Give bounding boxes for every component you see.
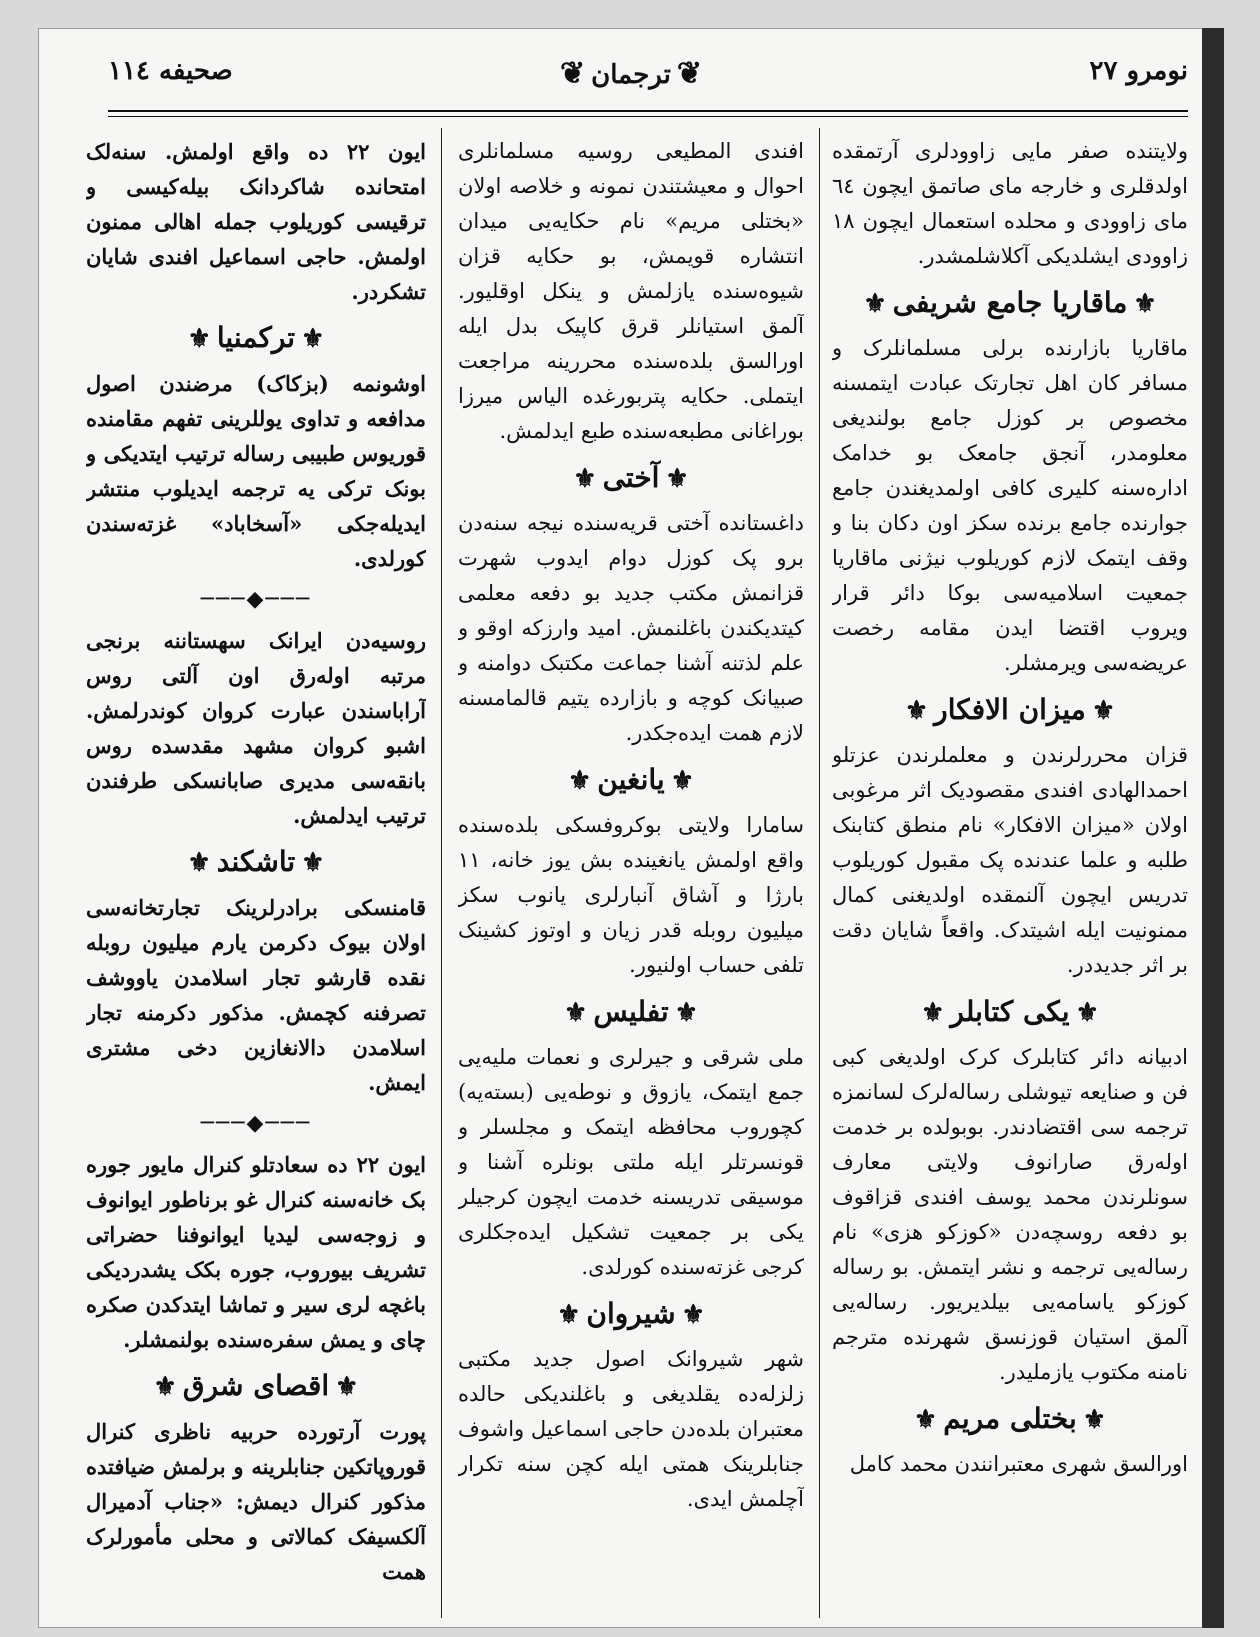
article-continuation: ایون ٢٢ ده واقع اولمش. سنەلک امتحانده شاکردانک بیلەکیسی و ترقیسی کوریلوب جمله اهالی ممنون اولمش. حاجی اسماعیل افندی شایان تشکردر. (86, 139, 426, 304)
page-number: صحیفه ١١٤ (108, 56, 233, 86)
ornament-icon: ⚜ (335, 1372, 359, 1402)
newspaper-title: ترجمان (591, 60, 671, 90)
article-text: ماقاریا بازارنده برلی مسلمانلرک و مسافر کان اهل تجارتک عبادت ایتمسنه مخصوص بر کوزل جامع بولندیغی معلومدر، آنجق جامعک بو خدامک ادارەسنه کلیری کافی اولمدیغندن جامع جوارنده جامع برنده سکز اون دکان بنا و وقف ایتمک لازم کوریلوب نیژنی ماقاریا جمعیت اسلامیەسی بوکا دائر قرار ویروب اقتضا ایدن مقامه رخصت عریضەسی ویرمشلر. (832, 336, 1188, 675)
ornament-icon: ⚜ (921, 998, 945, 1028)
section-title: شیروان (586, 1297, 676, 1330)
ornament-icon: ⚜ (670, 766, 694, 796)
section-title: اقصای شرق (182, 1369, 330, 1402)
ornament-icon: ⚜ (1082, 1405, 1107, 1435)
section-heading (832, 993, 1188, 1032)
ornament-icon: ⚜ (301, 324, 325, 354)
column-left (86, 134, 426, 1614)
ornament-icon: ⚜ (564, 998, 588, 1028)
article-text: اورالسق شهری معتبرانندن محمد کامل (849, 1452, 1188, 1476)
section-heading (86, 1367, 426, 1406)
ornament-icon: ⚜ (153, 1372, 177, 1402)
section-heading (458, 993, 804, 1032)
article-text: قزان محررلرندن و معلملرندن عزتلو احمدالهادی افندی مقصودیک اثر مرغوبی اولان «میزان الافکار» نام منطق کتابنک طلبه و علما عندنده پک مقبول کوریلوب تدریس ایچون آلنمقده اولدیغنی کمال ممنونیت ایله اشیتدک. واقعاً شایان دقت بر اثر جدیددر. (832, 743, 1188, 977)
section-heading (86, 843, 426, 882)
ornament-icon: ⚜ (1091, 696, 1116, 726)
section-heading (832, 284, 1188, 323)
section-title: تاشکند (216, 845, 296, 878)
section-title: آختی (602, 461, 660, 494)
page-edge-shadow (1202, 28, 1224, 1628)
article-text: قامنسکی برادرلرینک تجارتخانەسی اولان بیوک دکرمن یارم میلیون روبله نقده قارشو تجار اسلامدن یاووشف تصرفنه کچمش. مذکور دکرمنه تجار اسلامدن دالانغازین دخی مشتری ایمش. (86, 895, 426, 1095)
section-heading (832, 1400, 1188, 1439)
separator-ornament-icon: ───◆─── (200, 587, 312, 612)
section-heading (832, 691, 1188, 730)
header-rule-thin (108, 116, 1188, 117)
ornament-icon: ⚜ (913, 1405, 938, 1435)
section-title: میزان الافکار (934, 693, 1086, 726)
ornament-icon: ⚜ (567, 766, 592, 796)
section-title: ماقاریا جامع شریفی (892, 286, 1128, 319)
section-title: ترکمنیا (216, 321, 296, 354)
section-title: تفلیس (593, 995, 669, 1028)
ornament-icon: ⚜ (557, 1300, 581, 1330)
article-continuation: افندی المطیعی روسیه مسلمانلری احوال و معیشتندن نمونه و خلاصه اولان «بختلی مریم» نام حکایەیی میدان انتشاره قویمش، بو حکایه قزان شیوەسنده یازلمش و ینکل اوقلیور. آلمق استیانلر قرق کاپیک بدل ایله اورالسق بلدەسنده محررینه مراجعت ایتملی. حکایه پتربورغده الیاس میرزا بوراغانی مطبعەسنده طبع ایدلمش. (458, 139, 804, 443)
article-continuation: ولایتنده صفر مایی زاوودلری آرتمقده اولدقلری و خارجه مای صاتمق ایچون ٦٤ مای زاوودی و محلده استعمال ایچون ١٨ زاوودی ایشلدیکی آکلاشلمشدر. (832, 139, 1188, 268)
column-right (832, 134, 1188, 1614)
newspaper-page (38, 28, 1224, 1628)
ornament-icon: ⚜ (863, 289, 887, 319)
separator-ornament-icon: ───◆─── (200, 1111, 312, 1136)
section-heading (86, 319, 426, 358)
section-heading (458, 1295, 804, 1334)
ornament-icon: ⚜ (904, 696, 929, 726)
article-text: شهر شیروانک اصول جدید مکتبی زلزلەده یقلدیغی و باغلندیکی حالده معتبران بلدەدن حاجی اسماعیل واشوف جنابلرینک همتی ایله کچن سنه تکرار آچلمش ایدی. (458, 1347, 804, 1511)
article-text: روسیەدن ایرانک سهستاننه برنجی مرتبه اولەرق اون آلتی روس آراباسندن عبارت کروان کوندرلمش. اشبو کروان مشهد مقدسده روس بانقەسی مدیری صابانسکی طرفندن ترتیب ایدلمش. (86, 628, 426, 828)
ornament-icon: ⚜ (187, 324, 211, 354)
ornament-icon: ⚜ (681, 1300, 705, 1330)
ornament-icon: ⚜ (1075, 998, 1099, 1028)
article-text: سامارا ولایتی بوکروفسکی بلدەسنده واقع اولمش یانغینده بش یوز خانه، ١١ بارژا و آشاق آنبارلری یانوب سکز میلیون روبله قدر زیان و اوتوز کشینک تلفی حساب اولنیور. (458, 813, 804, 977)
article-text: ادبیانه دائر کتابلرک کرک اولدیغی کبی فن و صنایعه تیوشلی رسالەلرک لسانمزه ترجمه سی اقتضادندر. بوبولده بر خدمت اولەرق صارانوف ولایتی معارف سونلرندن محمد یوسف افندی قزاقوف بو دفعه روسچەدن «کوزکو هزی» نام رسالەیی ترجمه و نشر ایتمش. بو رساله کوزکو یاسامەیی بیلدیریور. رسالەیی آلمق استیان قوزنسق شهرنده مترجم نامنه مکتوب یازملیدر. (832, 1045, 1188, 1384)
section-title: یکی کتابلر (950, 995, 1070, 1028)
ornament-icon: ⚜ (674, 998, 698, 1028)
issue-number: نومرو ٢٧ (1089, 56, 1188, 86)
ornament-icon: ❦ (676, 56, 702, 91)
section-title: یانغین (597, 763, 665, 796)
header-rule (108, 110, 1188, 112)
ornament-icon: ⚜ (187, 848, 211, 878)
article-text: پورت آرتورده حربیه ناظری کنرال قوروپاتکین جنابلرینه و برلمش ضیافتده مذکور کنرال دیمش: «جناب آدمیرال آلکسیفک کمالاتی و محلی مأمورلرک همت (86, 1419, 426, 1584)
article-text: ملی شرقی و جیرلری و نعمات ملیەیی جمع ایتمک، یازوق و نوطەیی (بستەیه) کچوروب محافظه ایتمک و مجلسلر و قونسرتلر ایله ملتی بونلره آشنا و موسیقی تدریسنه خدمت ایچون کرجیلر یکی بر جمعیت تشکیل ایدەجکلری کرجی غزتەسنده کورلدی. (458, 1045, 804, 1279)
article-text: ایون ٢٢ ده سعادتلو کنرال مایور جوره بک خانەسنه کنرال غو برناطور ایوانوف و زوجەسی لیدیا ایوانوفنا حضراتی تشریف بیوروب، جوره بکک یشدردیکی باغچه لری سیر و تماشا ایتدکدن صکره چای و یمش سفرەسنده بولنمشلر. (86, 1152, 426, 1352)
section-heading (458, 761, 804, 800)
ornament-icon: ❦ (560, 56, 586, 91)
ornament-icon: ⚜ (1133, 289, 1157, 319)
ornament-icon: ⚜ (301, 848, 325, 878)
column-divider (819, 128, 820, 1618)
column-middle (458, 134, 804, 1614)
section-heading (458, 459, 804, 498)
ornament-icon: ⚜ (573, 464, 597, 494)
article-text: داغستانده آختی قریەسنده نیجه سنەدن برو پک کوزل دوام ایدوب شهرت قزانمش مکتب جدید بو دفعه معلمی کیتدیکندن باغلنمش. امید وارزکه اوقو و علم لذتنه آشنا جماعت مکتبک دوامنه و صبیانک کوچه و بازارده یتیم قالمامسنه لازم همت ایدەجکدر. (458, 511, 804, 745)
section-title: بختلی مریم (943, 1402, 1077, 1435)
article-text: اوشونمه (بزکاک) مرضندن اصول مدافعه و تداوی یوللرینی تفهم مقامنده قوریوس طبیبی رساله ترتیب ایتدیکی و بونک ترکی یه ترجمه ایدیلوب منتشر ایدیلەجکی «آسخاباد» غزتەسندن کورلدی. (86, 371, 426, 571)
ornament-icon: ⚜ (665, 464, 689, 494)
column-divider (441, 128, 442, 1618)
